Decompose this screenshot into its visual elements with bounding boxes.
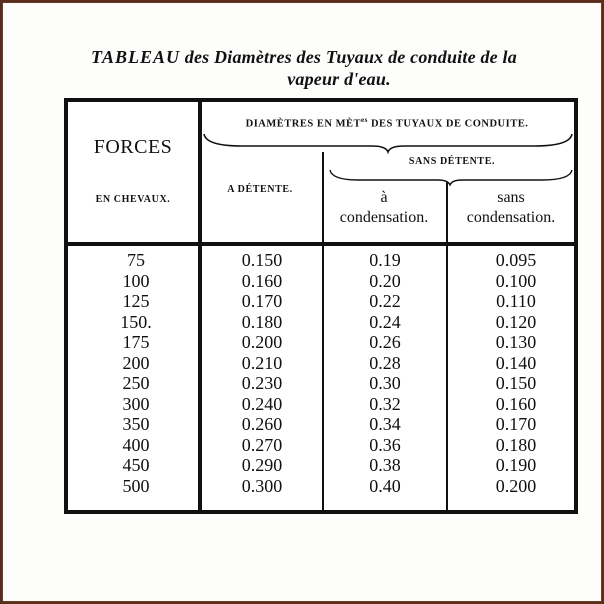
cell-force: 100 (122, 270, 150, 291)
cell-a-condensation: 0.36 (369, 434, 401, 455)
header-sans-detente: SANS DÉTENTE. (408, 156, 496, 167)
cell-a-condensation: 0.19 (369, 250, 401, 270)
header-diametres-rest: DES TUYAUX DE CONDUITE. (367, 118, 529, 130)
cell-a-detente: 0.290 (241, 455, 283, 475)
header-sans-condensation (448, 188, 574, 228)
diameter-table (64, 98, 578, 514)
cell-sans-condensation: 0.110 (496, 291, 536, 311)
cell-a-condensation: 0.20 (369, 270, 401, 291)
cell-a-detente: 0.230 (241, 373, 283, 393)
cell-sans-condensation: 0.170 (495, 414, 537, 434)
cell-force: 200 (122, 352, 150, 373)
cell-sans-condensation: 0.160 (495, 393, 537, 414)
cell-sans-condensation: 0.200 (495, 475, 537, 496)
cell-sans-condensation: 0.140 (495, 352, 537, 373)
cell-force: 250 (122, 373, 150, 393)
cell-a-condensation: 0.38 (369, 455, 401, 475)
cell-force: 450 (122, 455, 150, 475)
header-diametres-sup: es (361, 116, 368, 124)
cell-a-condensation: 0.32 (369, 393, 401, 414)
cell-a-condensation: 0.26 (369, 332, 401, 352)
cell-force: 400 (122, 434, 150, 455)
cell-a-detente: 0.180 (241, 311, 283, 332)
title-line-1-rest: des Diamètres des Tuyaux de conduite de la (180, 47, 517, 67)
header-rule (68, 242, 574, 246)
brace-sans-detente (328, 168, 574, 186)
header-a-detente: A DÉTENTE. (227, 184, 293, 195)
cell-force: 75 (127, 250, 145, 270)
header-sans: sans (497, 189, 525, 206)
cell-a-detente: 0.270 (241, 434, 283, 455)
col-rule-1 (198, 102, 202, 510)
cell-a-detente: 0.210 (241, 352, 283, 373)
cell-a-condensation: 0.24 (369, 311, 401, 332)
cell-sans-condensation: 0.130 (495, 332, 537, 352)
title-line-2: vapeur d'eau. (287, 69, 391, 89)
title-prefix: TABLEAU (91, 47, 181, 67)
cell-force: 350 (122, 414, 150, 434)
cell-a-condensation: 0.28 (369, 352, 401, 373)
table-title (2, 46, 604, 90)
cell-a-condensation: 0.40 (369, 475, 401, 496)
cell-a-condensation: 0.30 (369, 373, 401, 393)
cell-force: 175 (122, 332, 150, 352)
cell-sans-condensation: 0.180 (495, 434, 537, 455)
header-a-condensation (324, 188, 444, 228)
cell-a-detente: 0.200 (241, 332, 283, 352)
cell-sans-condensation: 0.100 (495, 270, 537, 291)
page-frame (2, 2, 602, 602)
cell-force: 150. (120, 311, 152, 332)
header-diametres-text: DIAMÈTRES EN MÈT (245, 118, 361, 130)
column-sans-condensation (466, 250, 566, 496)
header-a: à (380, 189, 388, 206)
header-en-chevaux: EN CHEVAUX. (95, 194, 171, 205)
header-forces: FORCES (93, 136, 173, 158)
cell-sans-condensation: 0.120 (495, 311, 537, 332)
cell-a-detente: 0.260 (241, 414, 283, 434)
column-a-detente (212, 250, 312, 496)
header-diametres (200, 116, 574, 130)
title-line-1 (2, 46, 604, 68)
cell-sans-condensation: 0.095 (495, 250, 537, 270)
column-forces (106, 250, 166, 496)
cell-a-detente: 0.150 (241, 250, 283, 270)
cell-force: 125 (122, 291, 150, 311)
cell-a-condensation: 0.34 (369, 414, 401, 434)
cell-sans-condensation: 0.150 (495, 373, 537, 393)
cell-force: 300 (122, 393, 150, 414)
header-sans-condensation-text: condensation. (466, 209, 556, 226)
brace-diametres (202, 132, 574, 154)
header-condensation: condensation. (339, 209, 429, 226)
cell-a-detente: 0.170 (241, 291, 283, 311)
cell-sans-condensation: 0.190 (495, 455, 537, 475)
cell-a-condensation: 0.22 (369, 291, 401, 311)
cell-force: 500 (122, 475, 150, 496)
col-rule-3 (446, 182, 448, 510)
column-a-condensation (340, 250, 430, 496)
cell-a-detente: 0.300 (241, 475, 283, 496)
cell-a-detente: 0.240 (241, 393, 283, 414)
cell-a-detente: 0.160 (241, 270, 283, 291)
